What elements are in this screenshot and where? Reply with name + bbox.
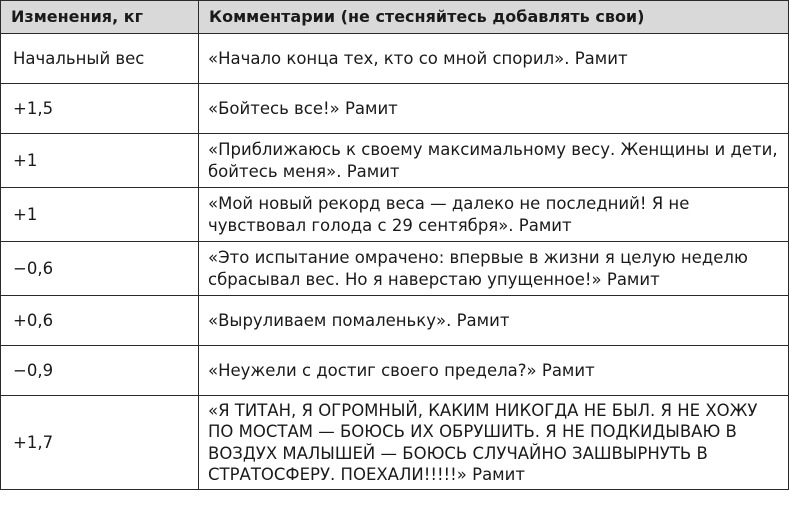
change-cell: +1 [1, 134, 199, 188]
comment-cell: «Приближаюсь к своему максимальному весу. Женщины и дети, бойтесь меня». Рамит [199, 134, 789, 188]
table-row [1, 34, 789, 84]
change-cell: −0,9 [1, 346, 199, 396]
comment-cell: «Неужели с достиг своего предела?» Рамит [199, 346, 789, 396]
change-cell: +1,7 [1, 396, 199, 490]
change-cell: −0,6 [1, 242, 199, 296]
comment-cell: «Я ТИТАН, Я ОГРОМНЫЙ, КАКИМ НИКОГДА НЕ БЫЛ. Я НЕ ХОЖУ ПО МОСТАМ — БОЮСЬ ИХ ОБРУШИТЬ. Я НЕ ПОДКИДЫВАЮ В ВОЗДУХ МАЛЫШЕЙ — БОЮСЬ СЛУЧАЙНО ЗАШВЫРНУТЬ В СТРАТОСФЕРУ. ПОЕХАЛИ!!!!!» Рамит [199, 396, 789, 490]
header-change: Изменения, кг [1, 1, 199, 34]
table-row [1, 134, 789, 188]
header-row [1, 1, 789, 34]
comment-cell: «Бойтесь все!» Рамит [199, 84, 789, 134]
header-comment: Комментарии (не стесняйтесь добавлять свои) [199, 1, 789, 34]
table-row [1, 296, 789, 346]
change-cell: Начальный вес [1, 34, 199, 84]
change-cell: +1,5 [1, 84, 199, 134]
table-row [1, 242, 789, 296]
table-row [1, 84, 789, 134]
table-row [1, 188, 789, 242]
change-cell: +1 [1, 188, 199, 242]
change-cell: +0,6 [1, 296, 199, 346]
table-row [1, 396, 789, 490]
comment-cell: «Это испытание омрачено: впервые в жизни я целую неделю сбрасывал вес. Но я наверстаю упущенное!» Рамит [199, 242, 789, 296]
comment-cell: «Начало конца тех, кто со мной спорил». Рамит [199, 34, 789, 84]
table-row [1, 346, 789, 396]
comment-cell: «Мой новый рекорд веса — далеко не последний! Я не чувствовал голода с 29 сентября». Рамит [199, 188, 789, 242]
comment-cell: «Выруливаем помаленьку». Рамит [199, 296, 789, 346]
